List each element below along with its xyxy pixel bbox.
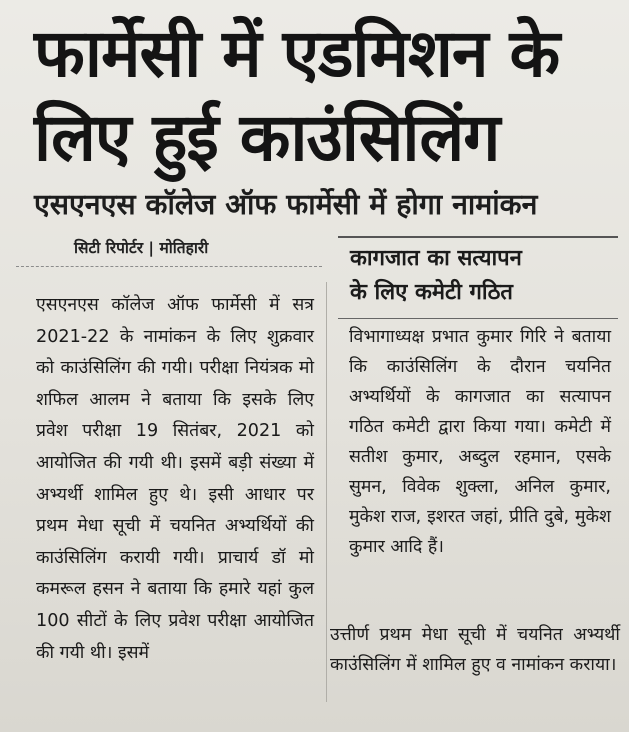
- body-paragraph-left: एसएनएस कॉलेज ऑफ फार्मेसी में सत्र 2021-22 के नामांकन के लिए शुक्रवार को काउंसिलिंग की गयी। परीक्षा नियंत्रक मो शफिल आलम ने बताया कि इसके लिए प्रवेश परीक्षा 19 सितंबर, 2021 को आयोजित की गयी थी। इसमें बड़ी संख्या में अभ्यर्थी शामिल हुए थे। इसी आधार पर प्रथम मेधा सूची में चयनित अभ्यर्थियों की काउंसिलिंग करायी गयी। प्राचार्य डॉ मो कमरूल हसन ने बताया कि हमारे यहां कुल 100 सीटों के लिए प्रवेश परीक्षा आयोजित की गयी थी। इसमें: [36, 295, 314, 663]
- subheadline: एसएनएस कॉलेज ऑफ फार्मेसी में होगा नामांकन: [34, 188, 538, 221]
- article-body-right-column: [349, 322, 611, 562]
- body-paragraph-right: विभागाध्यक्ष प्रभात कुमार गिरि ने बताया कि काउंसिलिंग के दौरान चयनित अभ्यर्थियों के कागजात का सत्यापन गठित कमेटी द्वारा किया गया। कमेटी में सतीश कुमार, अब्दुल रहमान, एसके सुमन, विवेक शुक्ला, अनिल कुमार, मुकेश राज, इशरत जहां, प्रीति दुबे, मुकेश कुमार आदि हैं।: [349, 327, 611, 557]
- headline-line-2: लिए हुई काउंसिलिंग: [34, 99, 500, 176]
- headline: [34, 12, 619, 180]
- side-heading-bottom-rule: [338, 318, 618, 319]
- column-divider: [326, 282, 327, 702]
- side-heading-top-rule: [338, 236, 618, 238]
- article-body-continuation: [330, 620, 620, 680]
- byline-divider: [16, 266, 322, 267]
- article-body-left-column: [36, 290, 314, 669]
- side-heading-line-2: के लिए कमेटी गठित: [350, 280, 513, 305]
- body-paragraph-continuation: उत्तीर्ण प्रथम मेधा सूची में चयनित अभ्यर्थी काउंसिलिंग में शामिल हुए व नामांकन कराया।: [330, 625, 620, 675]
- side-heading-line-1: कागजात का सत्यापन: [350, 246, 522, 271]
- byline: सिटी रिपोर्टर | मोतिहारी: [74, 239, 209, 257]
- headline-line-1: फार्मेसी में एडमिशन के: [34, 15, 560, 92]
- side-heading: [350, 242, 610, 310]
